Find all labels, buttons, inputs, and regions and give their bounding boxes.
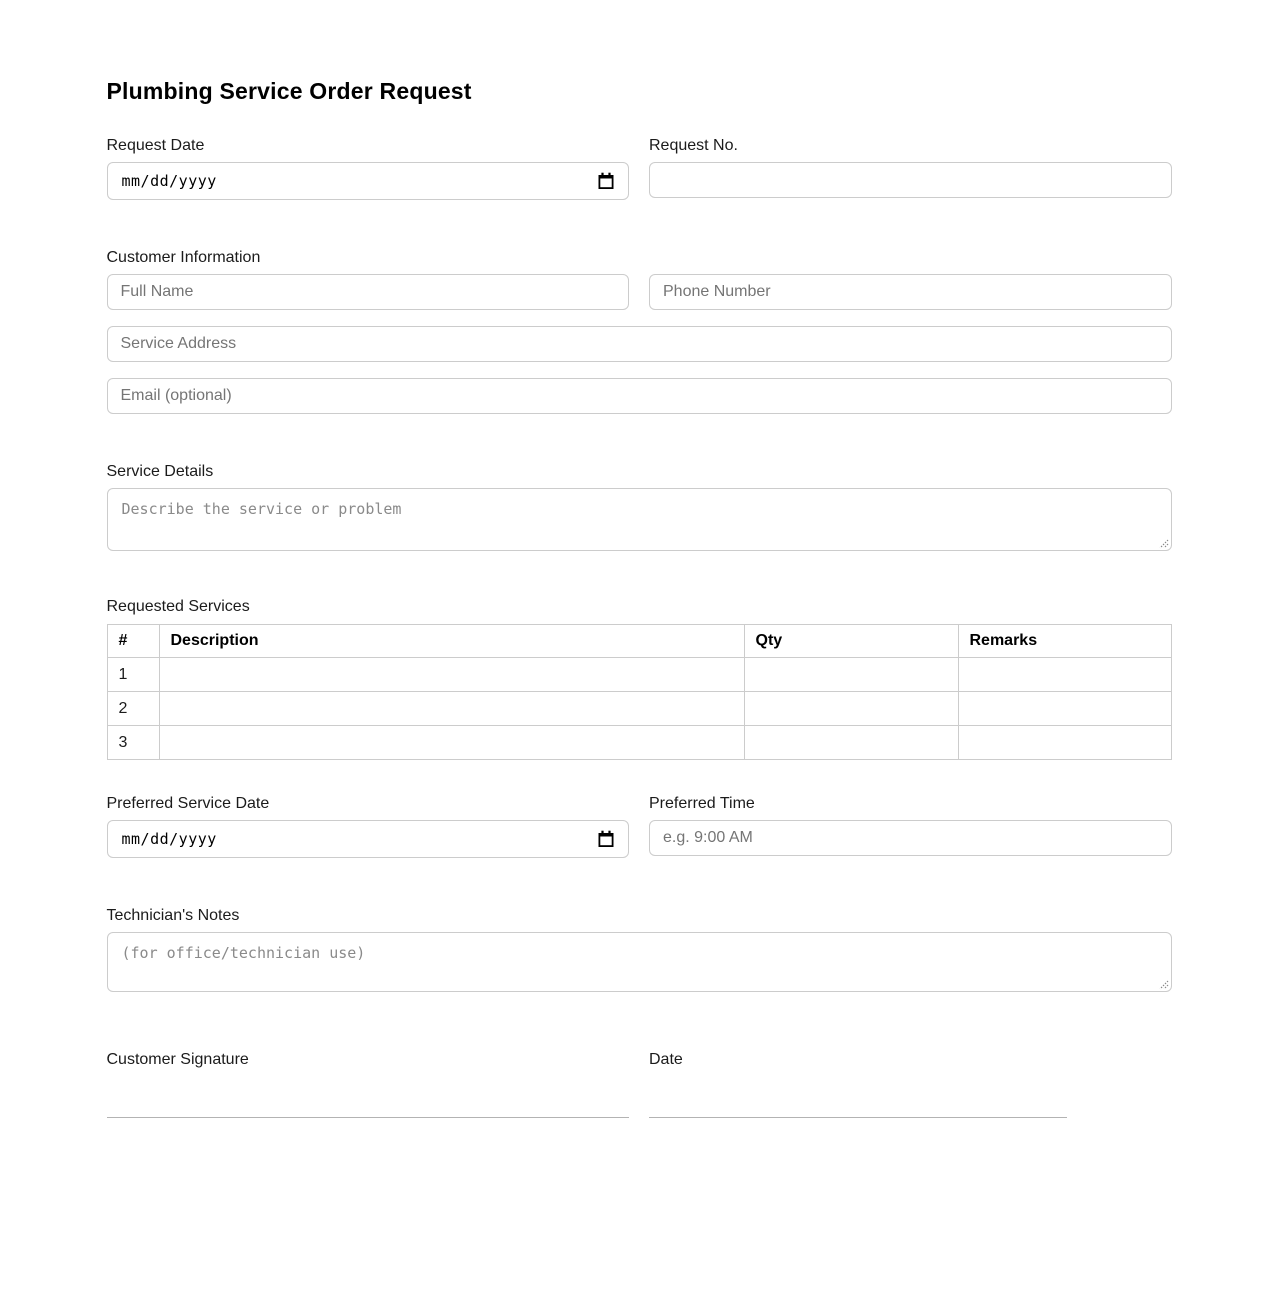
service-order-form [107, 0, 1172, 1118]
request-number-label: Request No. [649, 137, 738, 154]
preferred-time-field-group [649, 794, 1172, 856]
remarks-cell-input[interactable] [959, 693, 1171, 725]
column-header-qty: Qty [744, 625, 958, 658]
remarks-cell-input[interactable] [959, 659, 1171, 691]
request-date-label: Request Date [106, 137, 205, 154]
row-number: 1 [107, 658, 159, 692]
request-number-field-group [649, 136, 1172, 198]
qty-cell-input[interactable] [745, 693, 958, 725]
requested-services-table [107, 624, 1172, 760]
row-number: 2 [107, 692, 159, 726]
preferred-date-value: mm/dd/yyyy [121, 830, 217, 848]
description-cell-input[interactable] [160, 727, 744, 759]
customer-signature-label: Customer Signature [106, 1051, 249, 1068]
customer-information-label: Customer Information [106, 249, 261, 266]
description-cell-input[interactable] [160, 659, 744, 691]
request-header-row [107, 136, 1172, 200]
signature-date-line[interactable] [649, 1117, 1067, 1118]
description-cell-input[interactable] [160, 693, 744, 725]
customer-signature-block [107, 1050, 630, 1118]
service-details-textarea[interactable] [107, 488, 1172, 551]
preferred-time-input[interactable] [649, 820, 1172, 856]
qty-cell-input[interactable] [745, 727, 958, 759]
service-details-label: Service Details [106, 463, 214, 480]
remarks-cell-input[interactable] [959, 727, 1171, 759]
signature-date-label: Date [649, 1051, 683, 1068]
preferred-date-input[interactable] [107, 820, 630, 858]
request-date-input[interactable] [107, 162, 630, 200]
technician-notes-section [107, 906, 1172, 992]
request-date-field-group [107, 136, 630, 200]
schedule-row [107, 794, 1172, 858]
phone-number-input[interactable] [649, 274, 1172, 310]
customer-name-phone-row [107, 274, 1172, 310]
signature-row [107, 1050, 1172, 1118]
technician-notes-label: Technician's Notes [106, 907, 240, 924]
preferred-date-label: Preferred Service Date [106, 795, 270, 812]
column-header-description: Description [159, 625, 744, 658]
service-details-section [107, 462, 1172, 551]
calendar-icon[interactable] [598, 831, 614, 848]
services-table-header-row [107, 625, 1171, 658]
request-date-value: mm/dd/yyyy [121, 172, 217, 190]
requested-services-section [107, 597, 1172, 760]
signature-date-block [649, 1050, 1172, 1118]
table-row [107, 726, 1171, 760]
technician-notes-textarea-wrap [107, 932, 1172, 992]
technician-notes-textarea[interactable] [107, 932, 1172, 992]
preferred-date-field-group [107, 794, 630, 858]
preferred-time-label: Preferred Time [649, 795, 755, 812]
column-header-num: # [107, 625, 159, 658]
row-number: 3 [107, 726, 159, 760]
service-details-textarea-wrap [107, 488, 1172, 551]
full-name-input[interactable] [107, 274, 630, 310]
service-address-input[interactable] [107, 326, 1172, 362]
calendar-icon[interactable] [598, 173, 614, 190]
table-row [107, 692, 1171, 726]
qty-cell-input[interactable] [745, 659, 958, 691]
email-input[interactable] [107, 378, 1172, 414]
column-header-remarks: Remarks [958, 625, 1171, 658]
page-title: Plumbing Service Order Request [106, 78, 472, 104]
customer-information-section [107, 248, 1172, 414]
customer-signature-line[interactable] [107, 1117, 630, 1118]
table-row [107, 658, 1171, 692]
requested-services-label: Requested Services [106, 598, 250, 615]
request-number-input[interactable] [649, 162, 1172, 198]
